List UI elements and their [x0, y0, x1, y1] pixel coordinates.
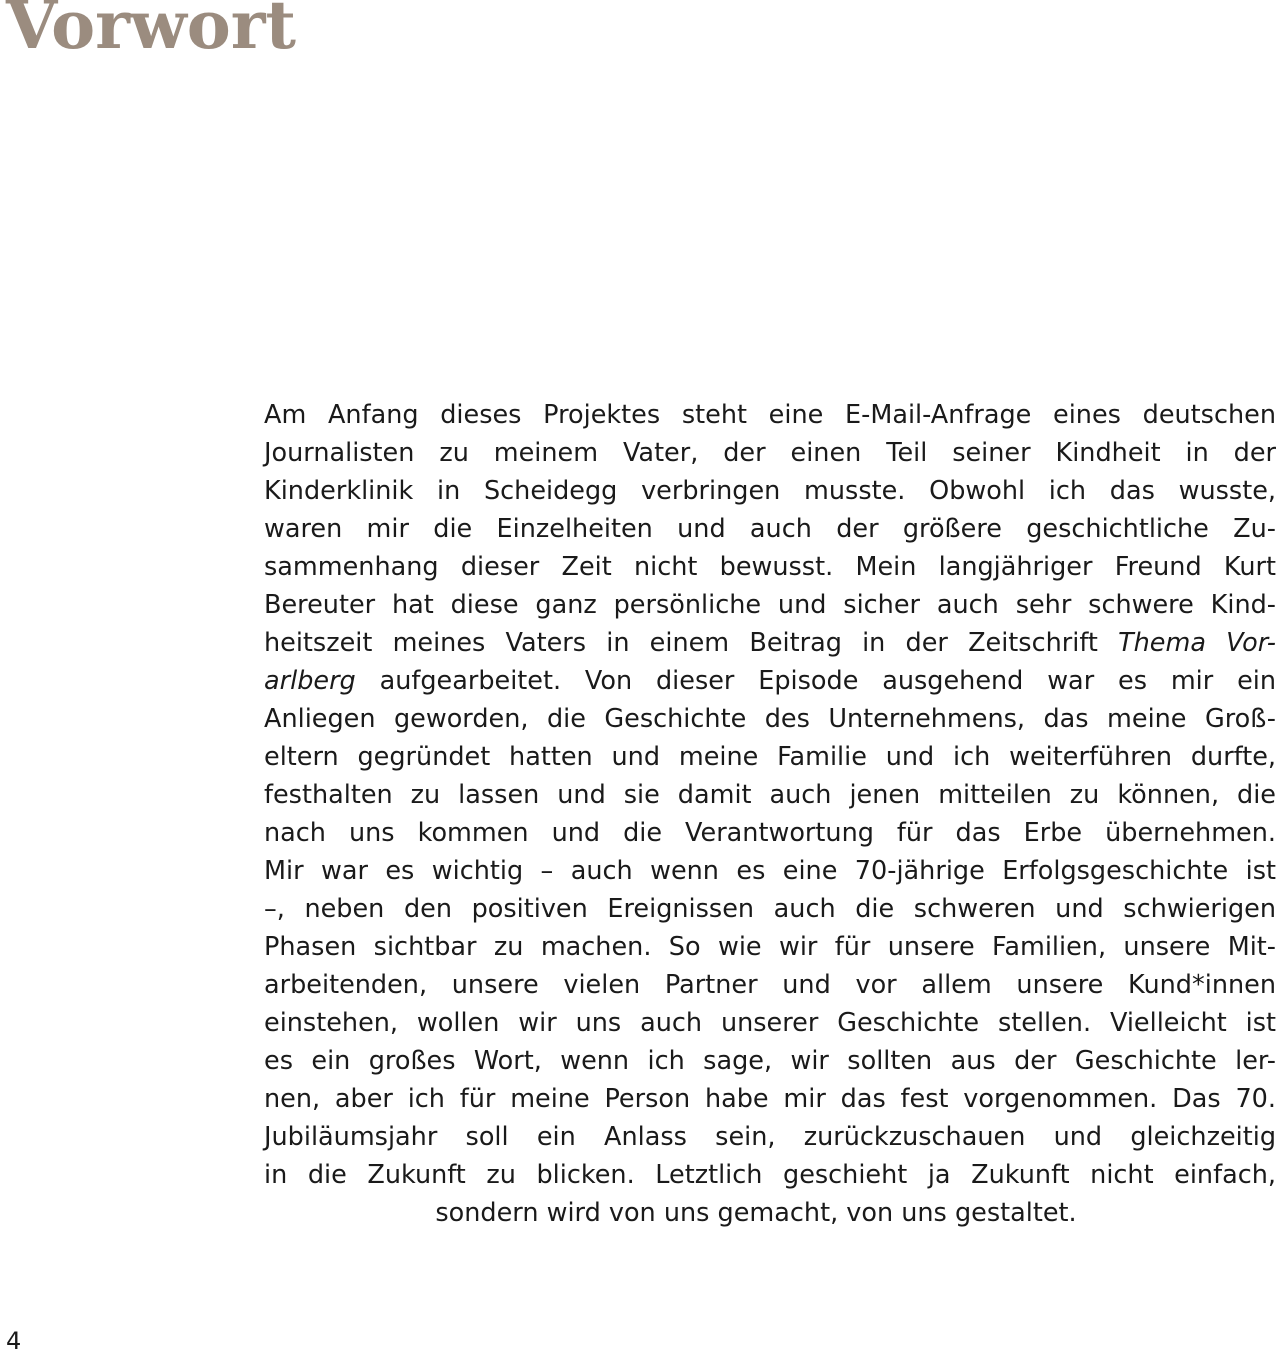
- page-number: 4: [6, 1327, 22, 1355]
- text-line: sammenhang dieser Zeit nicht bewusst. Mein langjähriger Freund Kurt: [264, 552, 1276, 582]
- magazine-title: Thema Vor-: [1118, 628, 1276, 658]
- text-line: nen, aber ich für meine Person habe mir das fest vorgenommen. Das 70.: [264, 1084, 1276, 1114]
- text-line: Am Anfang dieses Projektes steht eine E-Mail-Anfrage eines deutschen: [264, 400, 1276, 430]
- text-line: Anliegen geworden, die Geschichte des Unternehmens, das meine Groß-: [264, 704, 1276, 734]
- text-line: –, neben den positiven Ereignissen auch die schweren und schwierigen: [264, 894, 1276, 924]
- text-line: Journalisten zu meinem Vater, der einen Teil seiner Kindheit in der: [264, 438, 1276, 468]
- text-line: einstehen, wollen wir uns auch unserer Geschichte stellen. Vielleicht ist: [264, 1008, 1276, 1038]
- text-line: Mir war es wichtig – auch wenn es eine 70-jährige Erfolgsgeschichte ist: [264, 856, 1276, 886]
- text-segment: aufgearbeitet. Von dieser Episode ausgehend war es mir ein: [355, 666, 1276, 696]
- text-line: Phasen sichtbar zu machen. So wie wir für unsere Familien, unsere Mit-: [264, 932, 1276, 962]
- text-line-last: sondern wird von uns gemacht, von uns gestaltet.: [435, 1198, 1077, 1228]
- text-line: Kinderklinik in Scheidegg verbringen musste. Obwohl ich das wusste,: [264, 476, 1276, 506]
- text-line: [264, 662, 1276, 700]
- text-line: in die Zukunft zu blicken. Letztlich geschieht ja Zukunft nicht einfach,: [264, 1160, 1276, 1190]
- text-line: eltern gegründet hatten und meine Familie und ich weiterführen durfte,: [264, 742, 1276, 772]
- text-line: nach uns kommen und die Verantwortung für das Erbe übernehmen.: [264, 818, 1276, 848]
- text-line: Bereuter hat diese ganz persönliche und sicher auch sehr schwere Kind-: [264, 590, 1276, 620]
- text-line: Jubiläumsjahr soll ein Anlass sein, zurückzuschauen und gleichzeitig: [264, 1122, 1276, 1152]
- text-line: arbeitenden, unsere vielen Partner und vor allem unsere Kund*innen: [264, 970, 1276, 1000]
- foreword-text: [264, 396, 1276, 1232]
- text-line: waren mir die Einzelheiten und auch der größere geschichtliche Zu-: [264, 514, 1276, 544]
- text-line: festhalten zu lassen und sie damit auch jenen mitteilen zu können, die: [264, 780, 1276, 810]
- text-line: es ein großes Wort, wenn ich sage, wir sollten aus der Geschichte ler-: [264, 1046, 1276, 1076]
- magazine-title-continued: arlberg: [264, 666, 356, 696]
- text-line: [264, 624, 1276, 662]
- text-segment: heitszeit meines Vaters in einem Beitrag in der Zeitschrift: [264, 628, 1119, 658]
- page-title: Vorwort: [6, 0, 297, 64]
